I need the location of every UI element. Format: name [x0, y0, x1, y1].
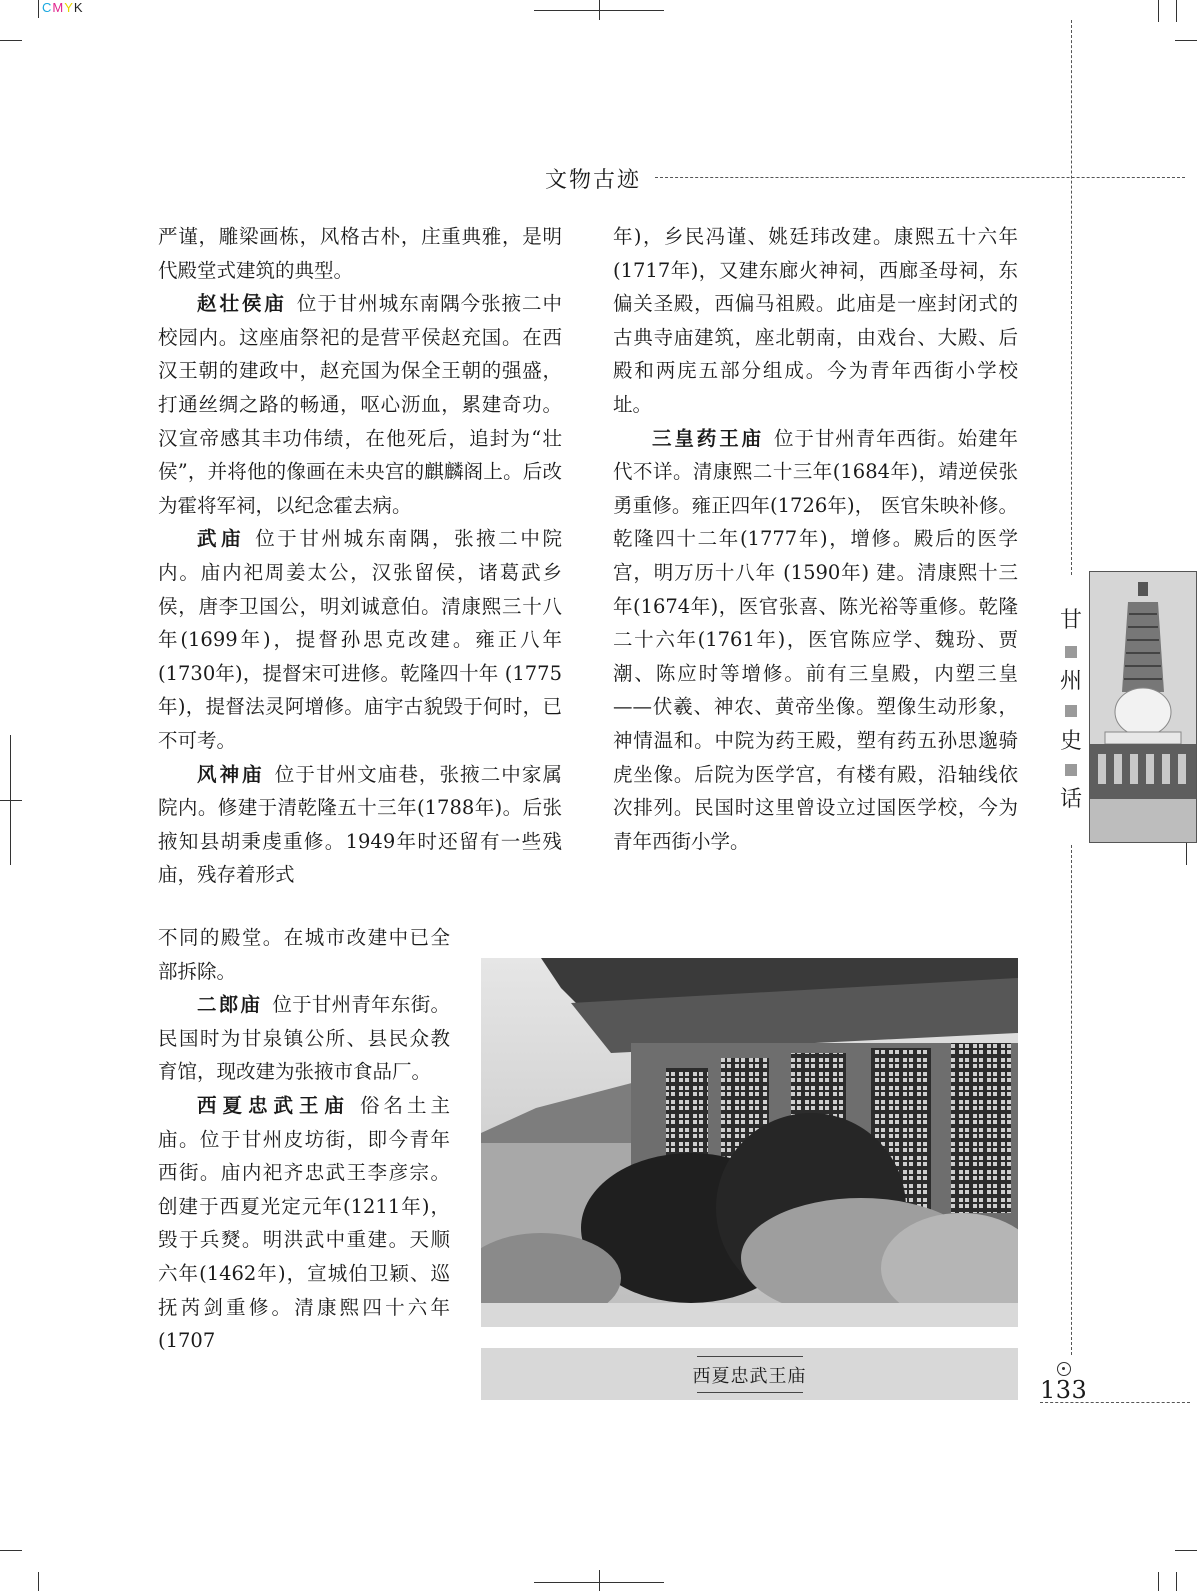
section-title: 文物古迹: [545, 168, 642, 193]
paragraph: 二郎庙 位于甘州青年东街。民国时为甘泉镇公所、县民众教育馆，现改建为张掖市食品厂。: [158, 993, 450, 1084]
temple-photo: [481, 958, 1018, 1327]
paragraph-heading: 西夏忠武王庙: [197, 1093, 350, 1117]
cmyk-color-mark: CMYK: [42, 0, 84, 15]
paragraph: 不同的殿堂。在城市改建中已全部拆除。: [158, 926, 450, 983]
header-dashed-rule: [655, 177, 1185, 178]
left-column-bottom: [158, 921, 450, 1358]
sidebar-char: 话: [1059, 787, 1082, 812]
paragraph-heading: 二郎庙: [197, 993, 263, 1017]
caption-rule-top: [697, 1356, 803, 1357]
sidebar-square: [1065, 705, 1077, 717]
sidebar-square: [1065, 764, 1077, 776]
pagoda-thumbnail-image: [1090, 572, 1197, 843]
pagoda-thumbnail: [1089, 571, 1197, 843]
figure-caption: 西夏忠武王庙: [692, 1366, 807, 1387]
sidebar-square: [1065, 646, 1077, 658]
paragraph: 严谨，雕梁画栋，风格古朴，庄重典雅，是明代殿堂式建筑的典型。: [158, 225, 562, 282]
footer-dashed-rule: [1040, 1402, 1190, 1403]
sidebar-char: 甘: [1059, 608, 1082, 633]
paragraph-heading: 三皇药王庙: [652, 426, 765, 450]
sidebar-char: 史: [1059, 729, 1082, 754]
paragraph-heading: 赵壮侯庙: [197, 292, 287, 316]
temple-photo-image: [481, 958, 1018, 1327]
left-column-top: [158, 220, 562, 892]
sidebar-char: 州: [1059, 669, 1082, 694]
margin-dashed-rule-lower: [1071, 845, 1072, 1355]
paragraph-heading: 武庙: [197, 527, 246, 551]
paragraph: 赵壮侯庙 位于甘州城东南隅今张掖二中校园内。这座庙祭祀的是营平侯赵充国。在西汉王朝的建政中，赵充国为保全王朝的强盛，打通丝绸之路的畅通，呕心沥血，累建奇功。汉宣帝感其丰功伟绩，在他死后，追封为“壮侯”，并将他的像画在未央宫的麒麟阁上。后改为霍将军祠，以纪念霍去病。: [158, 292, 562, 517]
paragraph: 武庙 位于甘州城东南隅，张掖二中院内。庙内祀周姜太公，汉张留侯，诸葛武乡侯，唐李卫国公，明刘诚意伯。清康熙三十八年(1699年)，提督孙思克改建。雍正八年(1730年)，提督宋可进修。乾隆四十年 (1775年)，提督法灵阿增修。庙宇古貌毁于何时，已不可考。: [158, 527, 562, 752]
paragraph: 年)，乡民冯谨、姚廷玮改建。康熙五十六年(1717年)，又建东廊火神祠，西廊圣母祠，东偏关圣殿，西偏马祖殿。此庙是一座封闭式的古典寺庙建筑，座北朝南，由戏台、大殿、后殿和两庑五部分组成。今为青年西街小学校址。: [613, 225, 1018, 416]
figure-caption-box: [481, 1348, 1018, 1400]
paragraph: 西夏忠武王庙 俗名土主庙。位于甘州皮坊街，即今青年西街。庙内祀齐忠武王李彦宗。创建于西夏光定元年(1211年)，毁于兵燹。明洪武中重建。天顺六年(1462年)，宣城伯卫颖、巡抚芮剑重修。清康熙四十六年(1707: [158, 1093, 450, 1353]
margin-dashed-rule: [1071, 20, 1072, 575]
paragraph: 三皇药王庙 位于甘州青年西街。始建年代不详。清康熙二十三年(1684年)，靖逆侯张勇重修。雍正四年(1726年)， 医官朱映补修。乾隆四十二年(1777年)，增修。殿后的医学宫，明万历十八年 (1590年) 建。清康熙十三年(1674年)，医官张喜、陈光裕等重修。乾隆二十六年(1761年)，医官陈应学、魏玢、贾潮、陈应时等增修。前有三皇殿，内塑三皇——伏羲、神农、黄帝坐像。塑像生动形象，神情温和。中院为药王殿，塑有药五孙思邈骑虎坐像。后院为医学宫，有楼有殿，沿轴线依次排列。民国时这里曾设立过国医学校，今为青年西街小学。: [613, 426, 1018, 853]
page-marker-icon: [1057, 1362, 1071, 1376]
paragraph-heading: 风神庙: [197, 762, 265, 786]
page-number: 133: [1040, 1376, 1088, 1404]
paragraph: 风神庙 位于甘州文庙巷，张掖二中家属院内。修建于清乾隆五十三年(1788年)。后张掖知县胡秉虔重修。1949年时还留有一些残庙，残存着形式: [158, 762, 562, 887]
caption-rule-bottom: [697, 1392, 803, 1393]
right-column: [613, 220, 1018, 858]
